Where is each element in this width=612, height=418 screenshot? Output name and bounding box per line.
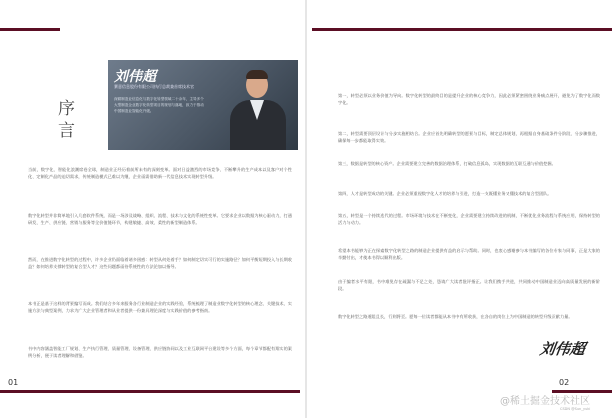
top-accent-bar-left (0, 28, 60, 31)
heading-char: 言 (58, 121, 75, 141)
body-paragraph: 第二，转型需要顶层设计与分步实施相结合。企业应首先明确转型的愿景与目标，制定总体规划，再根据自身基础条件分阶段、分步骤推进，确保每一步都能取得实效。 (338, 131, 600, 144)
right-page (306, 0, 612, 418)
bottom-accent-bar-left (0, 390, 300, 393)
body-paragraph: 希望本书能够为正在探索数字化转型之路的制造企业提供有益的启示与帮助。同时，也衷心感谢参与本书编写的各位专家与同事，正是大家的辛勤付出，才使本书得以顺利出版。 (338, 248, 600, 261)
portrait-signature: 刘伟超 (114, 69, 156, 85)
heading-char: 序 (58, 99, 75, 119)
body-paragraph: 第一，转型必须以业务价值为导向。数字化转型的最终目的是提升企业的核心竞争力，因此必须紧密围绕业务痛点展开，避免为了数字化而数字化。 (338, 93, 600, 106)
author-photo (228, 70, 288, 150)
body-paragraph: 本书正是基于这样的背景编写而成。我们结合多年来服务各行业制造企业的实践经验，系统梳理了制造业数字化转型的核心理念、关键技术、实施方法与典型案例，力求为广大企业管理者和从业者提供一份兼具理论深度与实践价值的参考指南。 (28, 301, 292, 314)
body-paragraph: 数字化转型之路道阻且长，行则将至。愿每一位读者都能从本书中有所收获，在各自的岗位上为中国制造的转型升级贡献力量。 (338, 314, 573, 319)
body-paragraph: 然而，在推进数字化转型的过程中，许多企业仍面临着诸多困惑：转型从何处着手？如何制定切实可行的实施路径？如何平衡短期投入与长期收益？如何培养支撑转型的复合型人才？这些问题都亟待系统性的方法论加以指导。 (28, 257, 292, 270)
source-watermark: CSDN @Sun_yuki (560, 407, 591, 411)
body-paragraph: 第五，转型是一个持续迭代的过程。市场环境与技术在不断变化，企业需要建立持续改进的机制，不断优化业务流程与系统应用，保持转型的活力与动力。 (338, 213, 600, 226)
page-number-left: 01 (8, 378, 19, 387)
page-number-right: 02 (559, 378, 570, 387)
body-paragraph: 由于编者水平有限，书中难免存在疏漏与不足之处，恳请广大读者批评指正。让我们携手共进，共同推动中国制造业迈向高质量发展的新阶段。 (338, 279, 600, 292)
author-signature: 刘伟超 (538, 340, 587, 358)
body-paragraph: 数字化转型并非简单地引入几套软件系统，而是一场涉及战略、组织、流程、技术与文化的系统性变革。它要求企业以数据为核心驱动力，打通研发、生产、供应链、营销与服务等全价值链环节，构建敏捷、高效、柔性的新型制造体系。 (28, 213, 292, 226)
body-paragraph: 书中内容涵盖智能工厂规划、生产执行管理、质量管理、设备管理、供应链协同以及工业互联网平台建设等多个方面，每个章节都配有翔实的案例分析，便于读者理解和借鉴。 (28, 346, 292, 359)
body-paragraph: 当前，数字化、智能化浪潮席卷全球，制造业正经历着前所未有的深刻变革。面对日益激烈的市场竞争、不断攀升的生产成本以及客户对个性化、定制化产品的迫切需求，传统制造模式已难以为继，企业亟需借助新一代信息技术实现转型升级。 (28, 167, 292, 180)
body-paragraph: 第三，数据是转型的核心资产。企业需要建立完善的数据治理体系，打破信息孤岛，实现数据的互联互通与价值挖掘。 (338, 161, 556, 166)
portrait-caption-title: 赛意信息股份有限公司执行总裁兼首席技术官 (114, 84, 194, 89)
site-watermark: @稀土掘金技术社区 (500, 396, 590, 407)
portrait-caption-bio: 深耕制造业信息化与数字化转型领域二十余年，主导多个大型制造企业数字化转型项目的规划与落地，致力于推动中国制造业智能化升级。 (114, 97, 204, 113)
author-portrait-panel (108, 60, 298, 150)
preface-heading (58, 98, 82, 142)
body-paragraph: 第四，人才是转型成功的关键。企业必须重视数字化人才的培养与引进，打造一支既懂业务又懂技术的复合型团队。 (338, 191, 552, 196)
top-accent-bar-right (312, 28, 612, 31)
